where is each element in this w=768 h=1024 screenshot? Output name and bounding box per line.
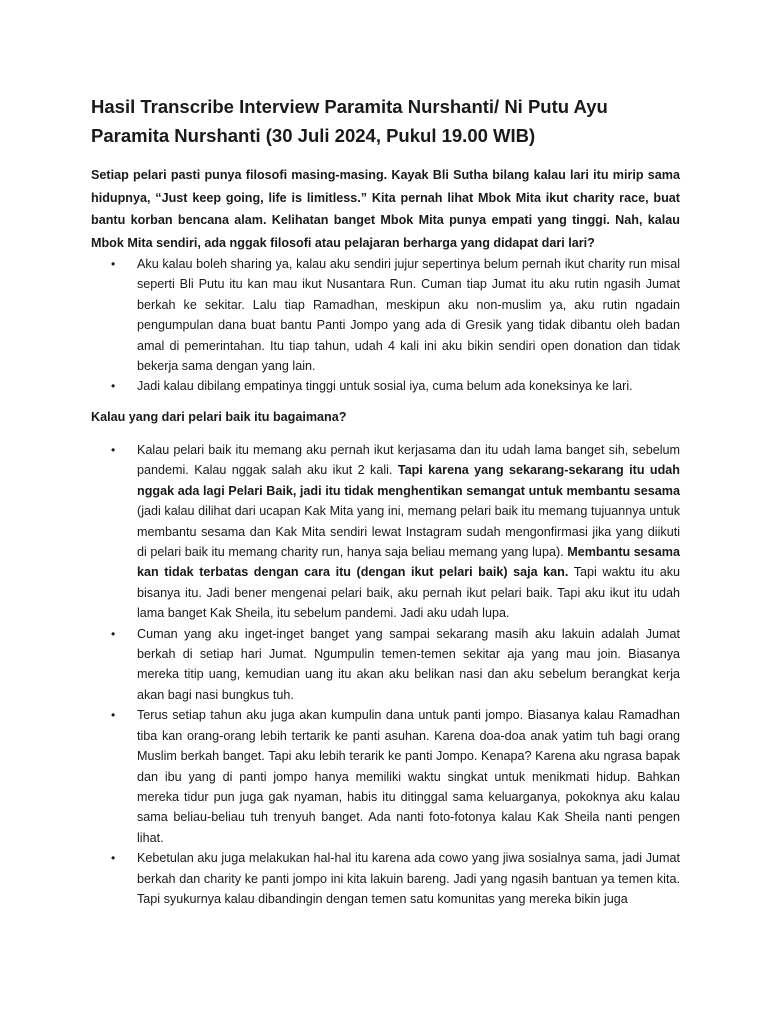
- answer-list-2: [91, 440, 680, 909]
- bullet-icon: •: [111, 851, 116, 866]
- bullet-icon: •: [111, 379, 116, 394]
- bullet-icon: •: [111, 257, 116, 271]
- bullet-icon: •: [111, 443, 116, 457]
- list-item: [91, 705, 680, 848]
- list-item: [91, 440, 680, 624]
- list-item: [91, 848, 680, 909]
- text-run: Tapi waktu itu aku bisanya itu. Jadi bener mengenai pelari baik, aku pernah ikut pelari baik. Tapi aku ikut itu udah lama banget Kak Sheila, itu sebelum pandemi. Jadi aku udah lupa.: [137, 565, 681, 621]
- bullet-icon: •: [111, 626, 116, 641]
- bold-text-run: Membantu sesama kan tidak terbatas dengan cara itu (dengan ikut pelari baik) saja kan.: [137, 545, 681, 580]
- text-run: Kalau pelari baik itu memang aku pernah ikut kerjasama dan itu udah lama banget sih, sebelum pandemi. Kalau nggak salah aku ikut 2 kali.: [137, 443, 680, 478]
- list-item-text: Cuman yang aku inget-inget banget yang sampai sekarang masih aku lakuin adalah Jumat berkah di setiap hari Jumat. Ngumpulin temen-temen sekitar aja yang mau join. Biasanya mereka titip uang, kemudian uang itu akan aku belikan nasi dan aku sebelum berangkat kerja akan bagi nasi bungkus tuh.: [137, 626, 680, 702]
- bold-text-run: Tapi karena yang sekarang-sekarang itu udah nggak ada lagi Pelari Baik, jadi itu tidak menghentikan semangat untuk membantu sesama: [137, 463, 680, 498]
- list-item-text: Kebetulan aku juga melakukan hal-hal itu karena ada cowo yang jiwa sosialnya sama, jadi Jumat berkah dan charity ke panti jompo ini kita lakuin bareng. Jadi yang ngasih bantuan ya temen kita. Tapi syukurnya kalau dibandingin dengan temen satu komunitas yang mereka bikin juga: [137, 851, 680, 906]
- question-2: Kalau yang dari pelari baik itu bagaimana?: [91, 410, 347, 424]
- list-item-text: [137, 443, 680, 620]
- bullet-icon: •: [111, 708, 116, 723]
- list-item-text: Aku kalau boleh sharing ya, kalau aku sendiri jujur sepertinya belum pernah ikut charity run misal seperti Bli Putu itu kan mau ikut Nusantara Run. Cuman tiap Jumat itu aku rutin ngasih Jumat berkah ke sekitar. Lalu tiap Ramadhan, meskipun aku non-muslim ya, aku rutin ngadain pengumpulan dana buat bantu Panti Jompo yang ada di Gresik yang tidak dibantu oleh badan amal di pemerintahan. Itu tiap tahun, udah 4 kali ini aku bikin sendiri open donation dan tidak bekerja sama dengan yang lain.: [137, 257, 680, 374]
- text-run: (jadi kalau dilihat dari ucapan Kak Mita yang ini, memang pelari baik itu memang tujuannya untuk membantu sesama dan Kak Mita sendiri lewat Instagram sudah mengonfirmasi jika yang diikuti di pelari baik itu memang charity run, hanya saja beliau memang yang lupa).: [137, 504, 680, 560]
- list-item: [91, 254, 680, 376]
- document-title: Hasil Transcribe Interview Paramita Nurshanti/ Ni Putu Ayu Paramita Nurshanti (30 Juli 2024, Pukul 19.00 WIB): [91, 96, 608, 146]
- list-item-text: Terus setiap tahun aku juga akan kumpulin dana untuk panti jompo. Biasanya kalau Ramadhan tiba kan orang-orang lebih tertarik ke panti asuhan. Karena doa-doa anak yatim tuh bagi orang Muslim berkah banget. Tapi aku lebih terarik ke panti Jompo. Kenapa? Karena aku ngrasa bapak dan ibu yang di panti jompo hanya memiliki waktu singkat untuk menikmati hidup. Bahkan mereka tidur pun juga gak nyaman, habis itu ditinggal sama keluarganya, pokoknya aku kalau sama beliau-beliau tuh trenyuh banget. Ada nanti foto-fotonya kalau Kak Sheila nanti pengen lihat.: [137, 708, 680, 845]
- answer-list-1: [91, 254, 680, 397]
- list-item: [91, 376, 680, 396]
- list-item-text: Jadi kalau dibilang empatinya tinggi untuk sosial iya, cuma belum ada koneksinya ke lari.: [137, 379, 633, 394]
- question-1: Setiap pelari pasti punya filosofi masing-masing. Kayak Bli Sutha bilang kalau lari itu mirip sama hidupnya, “Just keep going, life is limitless.” Kita pernah lihat Mbok Mita ikut charity race, buat bantu korban bencana alam. Kelihatan banget Mbok Mita punya empati yang tinggi. Nah, kalau Mbok Mita sendiri, ada nggak filosofi atau pelajaran berharga yang didapat dari lari?: [91, 168, 680, 250]
- list-item: [91, 624, 680, 706]
